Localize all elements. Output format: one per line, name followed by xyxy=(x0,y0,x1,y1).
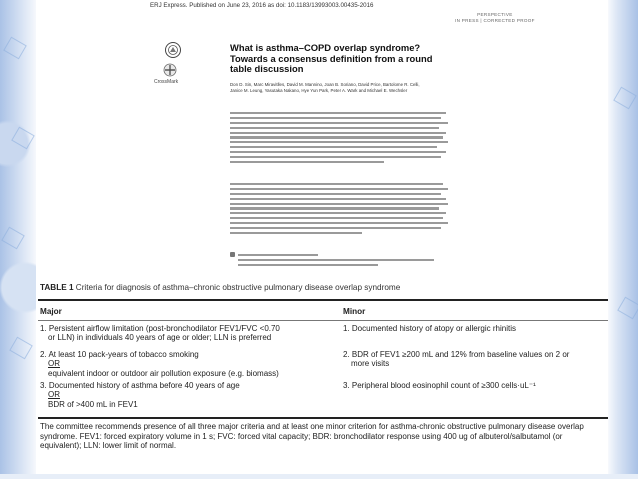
major-3-line-1: 3. Documented history of asthma before 40 years of age xyxy=(40,381,240,390)
abstract-block xyxy=(230,183,450,243)
perspective-label xyxy=(455,12,535,23)
minor-2-line-2: more visits xyxy=(351,359,390,369)
minor-column-header: Minor xyxy=(343,307,366,316)
major-1-line-2: or LLN) in individuals 40 years of age or older; LLN is preferred xyxy=(48,333,272,343)
text-line xyxy=(230,132,446,134)
major-criterion-1 xyxy=(40,324,280,343)
text-line xyxy=(230,207,439,209)
major-2-line-2: equivalent indoor or outdoor air pollution exposure (e.g. biomass) xyxy=(48,368,279,378)
text-line xyxy=(230,232,362,234)
text-line xyxy=(230,188,448,190)
text-line xyxy=(238,259,434,261)
summary-block xyxy=(238,254,438,269)
article-title: What is asthma–COPD overlap syndrome? Towards a consensus definition from a round table discussion xyxy=(230,42,433,74)
text-line xyxy=(230,203,448,205)
table-bottom-rule xyxy=(38,417,608,419)
perspective-title: PERSPECTIVE xyxy=(477,12,513,17)
major-3-or: OR xyxy=(48,390,60,400)
text-line xyxy=(230,112,446,114)
publisher-logo-icon xyxy=(165,42,181,58)
text-line xyxy=(230,227,441,229)
minor-criterion-3: 3. Peripheral blood eosinophil count of ≥300 cells·uL⁻¹ xyxy=(343,381,536,390)
affiliations-block xyxy=(230,112,450,172)
text-line xyxy=(238,254,318,256)
crossmark-icon xyxy=(163,63,177,77)
text-line xyxy=(230,222,448,224)
journal-header-line: ERJ Express. Published on June 23, 2016 as doi: 10.1183/13993003.00435-2016 xyxy=(150,2,374,9)
table-footnote: The committee recommends presence of all three major criteria and at least one minor criterion for asthma-chronic obstructive pulmonary disease overlap syndrome. FEV1: forced expiratory volume in 1 s; FVC: forced vital capacity; BDR: bronchodilator response using 400 ug of albuterol/salbutamol (or equivalent); LLN: lower limit of normal. xyxy=(40,422,584,451)
text-line xyxy=(230,146,437,148)
major-criterion-3 xyxy=(40,381,240,409)
text-line xyxy=(230,193,441,195)
table-top-rule xyxy=(38,299,608,301)
text-line xyxy=(230,217,443,219)
major-column-header: Major xyxy=(40,307,62,316)
text-line xyxy=(230,117,441,119)
text-line xyxy=(230,122,448,124)
text-line xyxy=(230,156,441,158)
crossmark-label: CrossMark xyxy=(154,79,179,85)
minor-criterion-2 xyxy=(343,350,569,369)
bottom-decorative-band xyxy=(0,474,638,479)
major-2-or: OR xyxy=(48,359,60,369)
major-2-line-1: 2. At least 10 pack-years of tobacco smoking xyxy=(40,350,199,359)
text-line xyxy=(230,127,439,129)
table-number: TABLE 1 xyxy=(40,283,74,292)
text-line xyxy=(230,198,446,200)
major-criterion-2 xyxy=(40,350,279,378)
major-3-line-2: BDR of >400 mL in FEV1 xyxy=(48,399,138,409)
text-line xyxy=(230,136,443,138)
text-line xyxy=(230,151,446,153)
minor-criterion-1: 1. Documented history of atopy or allergic rhinitis xyxy=(343,324,516,333)
article-authors: Don D. Sin, Marc Miravitlles, David M. Mannino, Joan B. Soriano, David Price, Bartolome R. Celli, Janice M. Leung, Yasutaka Nakano, Hye Yun Park, Peter A. Wark and Michael E. Wechsler xyxy=(230,82,420,93)
text-line xyxy=(230,161,384,163)
table-title xyxy=(40,283,400,292)
table-header-rule xyxy=(38,320,608,321)
text-line xyxy=(238,264,378,266)
major-1-line-1: 1. Persistent airflow limitation (post-bronchodilator FEV1/FVC <0.70 xyxy=(40,324,280,333)
perspective-subtitle: IN PRESS | CORRECTED PROOF xyxy=(455,17,535,23)
twitter-icon xyxy=(230,252,235,257)
table-caption: Criteria for diagnosis of asthma–chronic obstructive pulmonary disease overlap syndrome xyxy=(73,283,401,292)
text-line xyxy=(230,141,448,143)
minor-2-line-1: 2. BDR of FEV1 ≥200 mL and 12% from baseline values on 2 or xyxy=(343,350,570,359)
text-line xyxy=(230,183,443,185)
text-line xyxy=(230,212,446,214)
right-decorative-border xyxy=(608,0,638,479)
